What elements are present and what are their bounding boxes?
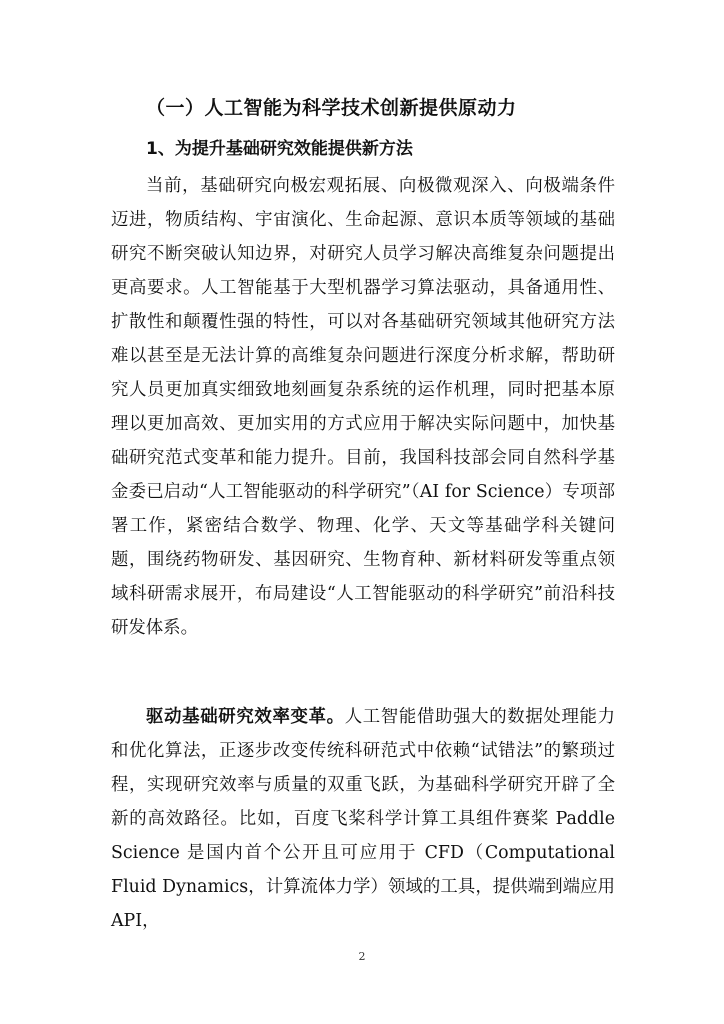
paragraph-body: 人工智能借助强大的数据处理能力和优化算法，正逐步改变传统科研范式中依赖“试错法”的繁琐过程，实现研究效率与质量的双重飞跃，为基础科学研究开辟了全新的高效路径。比如，百度飞桨科学计算工具组件赛桨 Paddle Science 是国内首个公开且可应用于 CFD（Computational Fluid Dynamics，计算流体力学）领域的工具，提供端到端应用 API， xyxy=(111,707,615,931)
subsection-title: 1、为提升基础研究效能提供新方法 xyxy=(146,139,413,159)
section-title: （一）人工智能为科学技术创新提供原动力 xyxy=(146,97,517,119)
paragraph-lead: 驱动基础研究效率变革。 xyxy=(146,707,345,727)
paragraph-efficiency xyxy=(111,700,615,938)
page-number: 2 xyxy=(358,950,366,963)
paragraph-basic-research: 当前，基础研究向极宏观拓展、向极微观深入、向极端条件迈进，物质结构、宇宙演化、生命起源、意识本质等领域的基础研究不断突破认知边界，对研究人员学习解决高维复杂问题提出更高要求。人工智能基于大型机器学习算法驱动，具备通用性、扩散性和颠覆性强的特性，可以对各基础研究领域其他研究方法难以甚至是无法计算的高维复杂问题进行深度分析求解，帮助研究人员更加真实细致地刻画复杂系统的运作机理，同时把基本原理以更加高效、更加实用的方式应用于解决实际问题中，加快基础研究范式变革和能力提升。目前，我国科技部会同自然科学基金委已启动“人工智能驱动的科学研究”（AI for Science）专项部署工作，紧密结合数学、物理、化学、天文等基础学科关键问题，围绕药物研发、基因研究、生物育种、新材料研发等重点领域科研需求展开，布局建设“人工智能驱动的科学研究”前沿科技研发体系。 xyxy=(111,176,615,638)
